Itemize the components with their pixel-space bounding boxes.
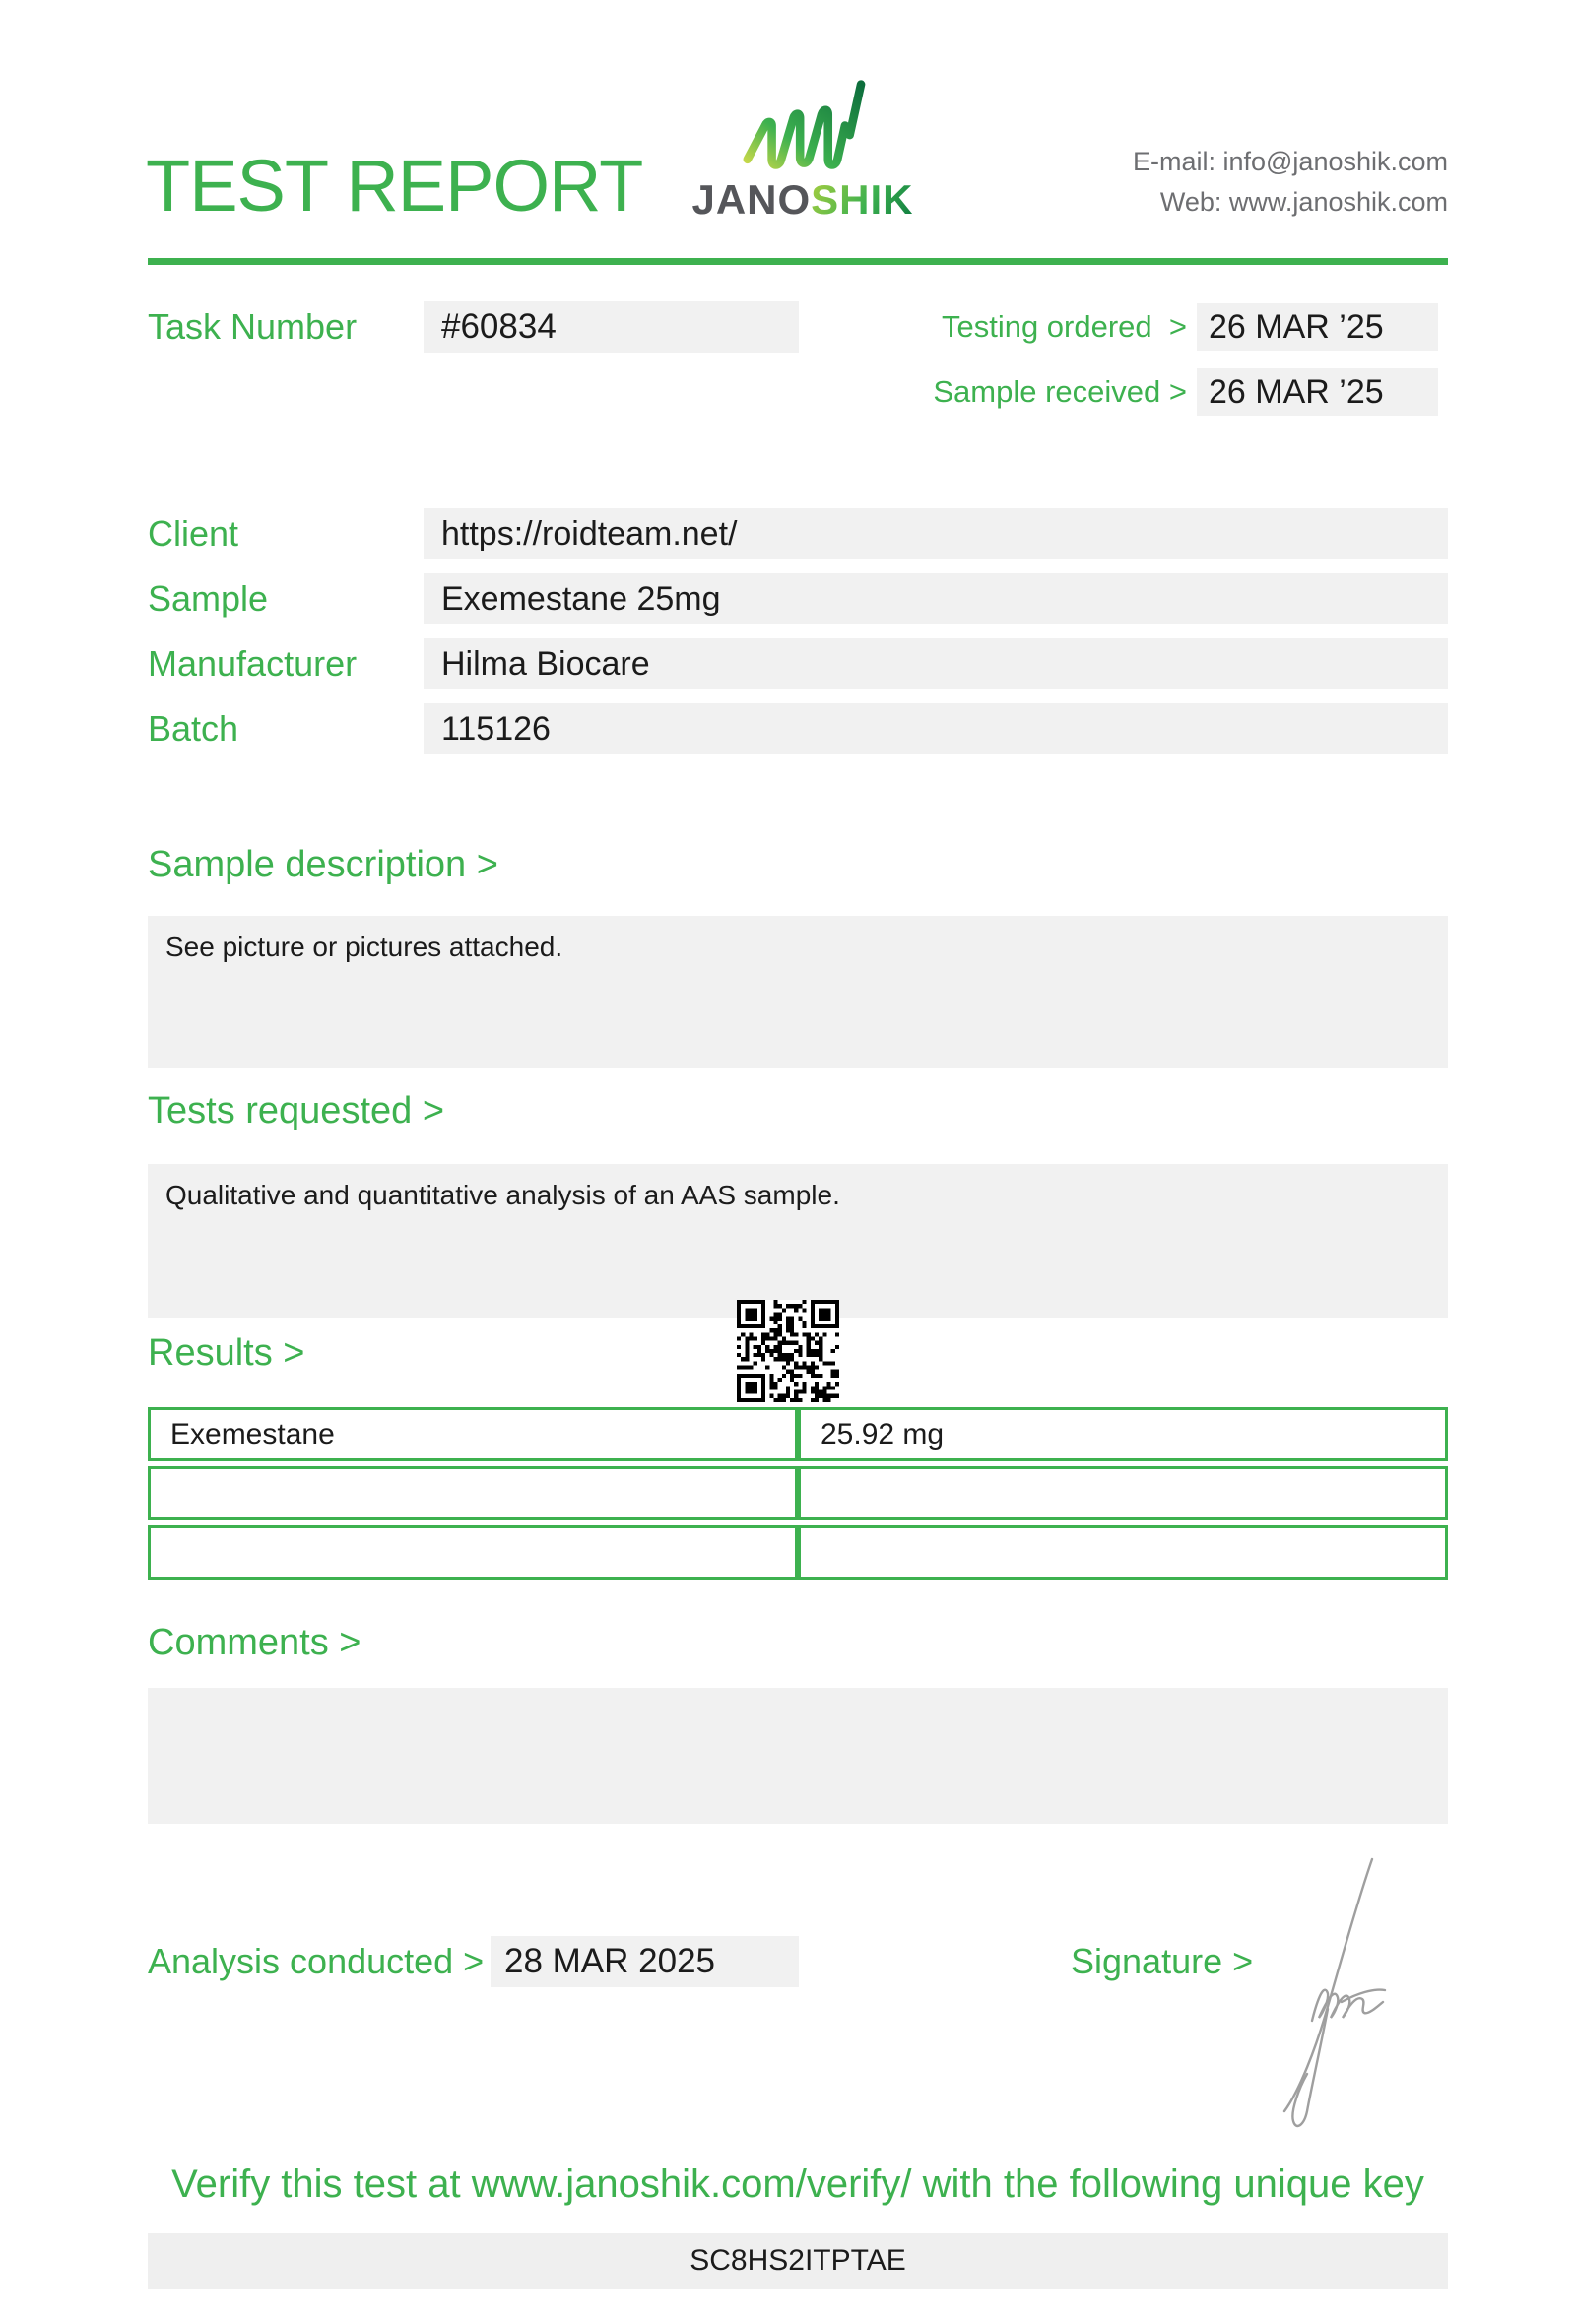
testing-ordered-label: Testing ordered > — [941, 309, 1187, 344]
manufacturer-value: Hilma Biocare — [424, 638, 1448, 689]
janoshik-wordmark — [680, 176, 926, 223]
verify-instruction: Verify this test at www.janoshik.com/verify/ with the following unique key — [171, 2163, 1424, 2206]
analysis-conducted-value: 28 MAR 2025 — [491, 1936, 799, 1987]
header-divider — [148, 258, 1448, 265]
sample-received-label: Sample received > — [933, 374, 1187, 409]
results-table — [148, 1402, 1448, 1584]
tests-requested-heading: Tests requested > — [148, 1090, 445, 1131]
contact-email — [1133, 142, 1448, 182]
wordmark-shik: SHIK — [811, 176, 914, 223]
sample-description-heading: Sample description > — [148, 844, 498, 885]
task-number-label: Task Number — [148, 306, 358, 347]
result-analyte-cell: Exemestane — [148, 1407, 798, 1461]
janoshik-logo — [680, 77, 926, 221]
sample-value: Exemestane 25mg — [424, 573, 1448, 624]
verify-key: SC8HS2ITPTAE — [148, 2233, 1448, 2289]
testing-ordered-arrow: > — [1168, 309, 1187, 344]
qr-code — [737, 1300, 839, 1402]
signature-label: Signature > — [1071, 1941, 1254, 1981]
sample-label: Sample — [148, 578, 269, 618]
sample-received-arrow: > — [1168, 374, 1187, 409]
manufacturer-label: Manufacturer — [148, 643, 358, 683]
result-analyte-cell — [148, 1466, 798, 1520]
signature-scribble — [1273, 1853, 1401, 2134]
results-heading: Results > — [148, 1332, 305, 1374]
comments-box — [148, 1688, 1448, 1824]
web-label: Web: — [1159, 187, 1222, 217]
page-title: TEST REPORT — [146, 145, 643, 226]
email-value: info@janoshik.com — [1222, 147, 1448, 176]
sample-description-box: See picture or pictures attached. — [148, 916, 1448, 1068]
wordmark-jano: JANO — [691, 176, 812, 223]
client-value: https://roidteam.net/ — [424, 508, 1448, 559]
contact-block — [1133, 142, 1448, 223]
table-row — [148, 1466, 1448, 1520]
analysis-conducted-label: Analysis conducted > — [148, 1941, 485, 1981]
result-value-cell: 25.92 mg — [798, 1407, 1448, 1461]
comments-heading: Comments > — [148, 1622, 361, 1663]
email-label: E-mail: — [1132, 147, 1215, 176]
result-value-cell — [798, 1525, 1448, 1580]
client-label: Client — [148, 513, 239, 553]
janoshik-chart-icon — [737, 77, 870, 175]
web-value: www.janoshik.com — [1228, 187, 1448, 217]
result-analyte-cell — [148, 1525, 798, 1580]
sample-received-value: 26 MAR ’25 — [1197, 368, 1438, 416]
table-row — [148, 1525, 1448, 1580]
batch-label: Batch — [148, 708, 239, 748]
testing-ordered-value: 26 MAR ’25 — [1197, 303, 1438, 351]
result-value-cell — [798, 1466, 1448, 1520]
contact-web — [1133, 182, 1448, 223]
table-row — [148, 1407, 1448, 1461]
tests-requested-box: Qualitative and quantitative analysis of an AAS sample. — [148, 1164, 1448, 1318]
batch-value: 115126 — [424, 703, 1448, 754]
task-number-value: #60834 — [424, 301, 799, 353]
